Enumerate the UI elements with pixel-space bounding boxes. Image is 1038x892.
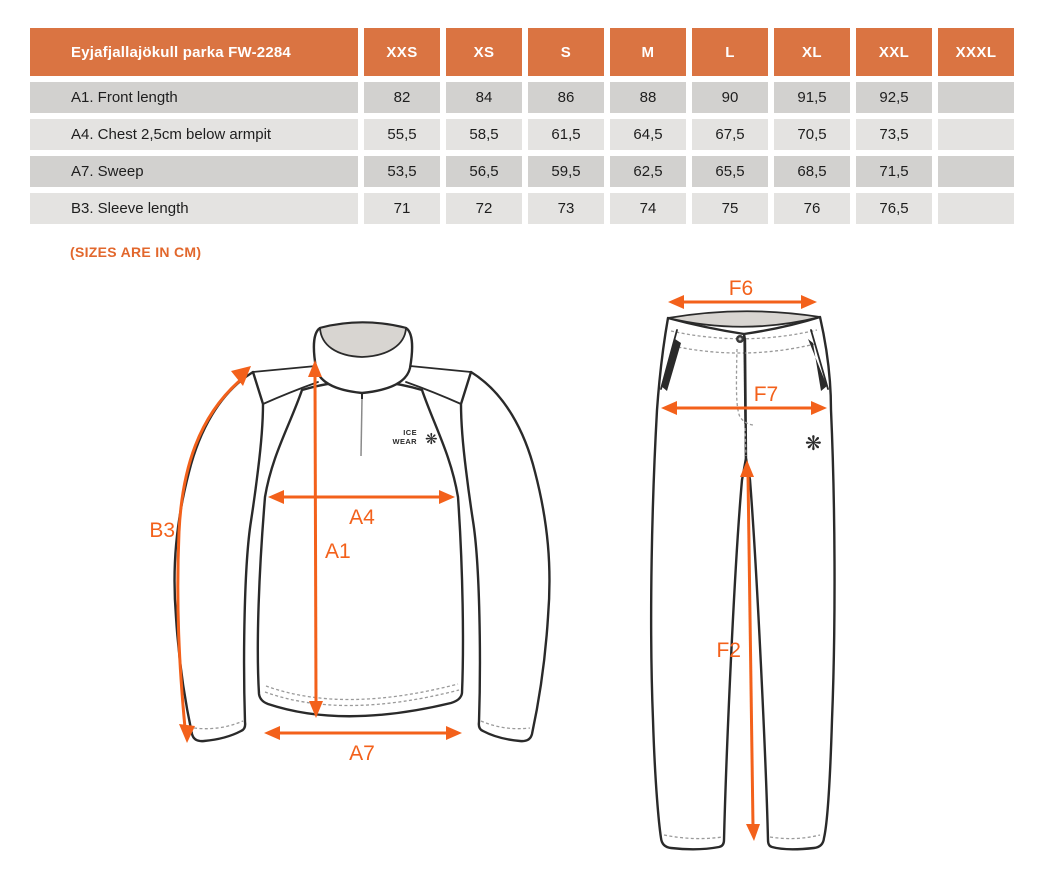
logo-text-line2: WEAR <box>392 437 417 446</box>
measure-label-a1: A1 <box>325 540 351 563</box>
measure-label-a4: A4 <box>349 506 375 529</box>
size-value-cell: 71 <box>364 193 440 224</box>
table-title: Eyjafjallajökull parka FW-2284 <box>30 28 358 76</box>
pants-diagram <box>651 277 834 849</box>
size-value-cell: 91,5 <box>774 82 850 113</box>
zipper-line <box>361 399 362 456</box>
measurement-row-label: A7. Sweep <box>30 156 358 187</box>
size-value-cell: 76,5 <box>856 193 932 224</box>
size-value-cell: 70,5 <box>774 119 850 150</box>
size-value-cell: 53,5 <box>364 156 440 187</box>
jacket-left-shoulder-seam <box>253 366 316 372</box>
pants-button-center <box>739 338 742 341</box>
size-value-cell: 59,5 <box>528 156 604 187</box>
size-value-cell: 61,5 <box>528 119 604 150</box>
pants-left-leg <box>651 318 746 849</box>
size-column-header-xxxl: XXXL <box>938 28 1014 76</box>
measure-label-f2: F2 <box>716 639 741 662</box>
measure-label-f6: F6 <box>728 277 754 300</box>
size-value-cell: 68,5 <box>774 156 850 187</box>
size-value-cell: 55,5 <box>364 119 440 150</box>
size-column-header-xs: XS <box>446 28 522 76</box>
size-column-header-m: M <box>610 28 686 76</box>
size-value-cell: 72 <box>446 193 522 224</box>
snowflake-icon: ❋ <box>805 431 822 455</box>
size-value-cell: 92,5 <box>856 82 932 113</box>
size-value-cell: 62,5 <box>610 156 686 187</box>
size-column-header-xl: XL <box>774 28 850 76</box>
size-value-cell: 64,5 <box>610 119 686 150</box>
size-value-cell: 65,5 <box>692 156 768 187</box>
measure-label-b3: B3 <box>149 519 175 542</box>
measurement-row-label: B3. Sleeve length <box>30 193 358 224</box>
jacket-right-shoulder-seam <box>410 366 471 372</box>
size-value-cell: 90 <box>692 82 768 113</box>
measure-arrow-f6 <box>668 277 817 309</box>
measure-label-a7: A7 <box>349 742 375 765</box>
size-value-cell: 73 <box>528 193 604 224</box>
size-value-cell: 82 <box>364 82 440 113</box>
jacket-diagram <box>149 323 549 766</box>
size-value-cell: 86 <box>528 82 604 113</box>
measure-arrow-a7 <box>264 726 462 765</box>
logo-text-line1: ICE <box>403 428 417 437</box>
size-value-cell: 56,5 <box>446 156 522 187</box>
pants-fly-seam <box>744 334 745 424</box>
size-value-cell: 88 <box>610 82 686 113</box>
size-value-cell: 71,5 <box>856 156 932 187</box>
measure-label-f7: F7 <box>753 383 779 406</box>
size-value-cell: 67,5 <box>692 119 768 150</box>
size-value-cell: 84 <box>446 82 522 113</box>
size-value-cell: 58,5 <box>446 119 522 150</box>
jacket-left-sleeve <box>175 372 263 741</box>
size-column-header-xxl: XXL <box>856 28 932 76</box>
measurement-row-label: A1. Front length <box>30 82 358 113</box>
size-value-cell: 75 <box>692 193 768 224</box>
size-value-cell: 76 <box>774 193 850 224</box>
size-column-header-s: S <box>528 28 604 76</box>
measurement-row-label: A4. Chest 2,5cm below armpit <box>30 119 358 150</box>
size-column-header-l: L <box>692 28 768 76</box>
size-column-header-xxs: XXS <box>364 28 440 76</box>
size-value-cell: 73,5 <box>856 119 932 150</box>
jacket-right-sleeve <box>461 372 549 741</box>
snowflake-icon: ❋ <box>425 430 438 448</box>
sizes-note: (SIZES ARE IN CM) <box>70 244 202 260</box>
size-value-cell: 74 <box>610 193 686 224</box>
